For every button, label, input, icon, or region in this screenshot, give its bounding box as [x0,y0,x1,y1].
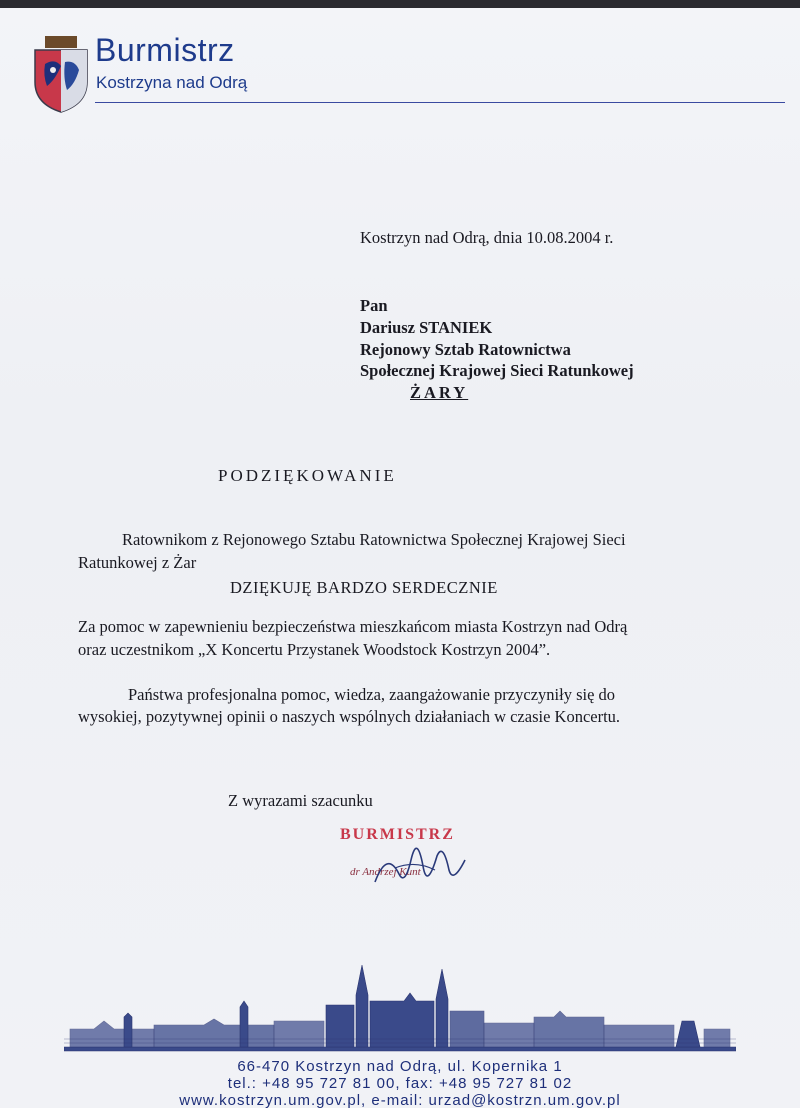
body-paragraph1-line1: Ratownikom z Rejonowego Sztabu Ratownictwa Społecznej Krajowej Sieci [122,530,626,549]
body-paragraph3-line2: wysokiej, pozytywnej opinii o naszych wspólnych działaniach w czasie Koncertu. [78,707,621,726]
addressee-salutation: Pan [360,296,388,315]
footer-phone: tel.: +48 95 727 81 00, fax: +48 95 727 81 02 [227,1075,573,1092]
stamp-title: BURMISTRZ [340,826,455,843]
body-paragraph1-line2: Ratunkowej z Żar [78,553,197,572]
thanks-line: DZIĘKUJĘ BARDZO SERDECZNIE [230,578,498,597]
addressee-org-line2: Społecznej Krajowej Sieci Ratunkowej [360,361,634,380]
addressee-name: Dariusz STANIEK [360,318,493,337]
letter-heading: PODZIĘKOWANIE [218,466,397,485]
body-paragraph3-line1: Państwa profesjonalna pomoc, wiedza, zaangażowanie przyczyniły się do [128,685,616,704]
footer-web-email: www.kostrzyn.um.gov.pl, e-mail: urzad@kostrzn.um.gov.pl [179,1092,621,1108]
body-paragraph2-line2: oraz uczestnikom „X Koncertu Przystanek Woodstock Kostrzyn 2004”. [78,640,551,659]
coat-of-arms-icon [31,36,91,114]
addressee-org-line1: Rejonowy Sztab Ratownictwa [360,340,571,359]
letterhead-subtitle: Kostrzyna nad Odrą [96,73,248,92]
body-paragraph2-line1: Za pomoc w zapewnieniu bezpieczeństwa mieszkańcom miasta Kostrzyn nad Odrą [78,617,628,636]
date-line: Kostrzyn nad Odrą, dnia 10.08.2004 r. [360,228,614,247]
letterhead-title: Burmistrz [95,32,235,68]
closing-line: Z wyrazami szacunku [228,791,373,810]
stamp-name: dr Andrzej Kunt [350,866,421,878]
addressee-city: ŻARY [410,383,469,402]
handwritten-signature [365,830,475,900]
scan-top-edge [0,0,800,8]
letterhead-divider [95,102,785,103]
city-skyline-engraving [64,955,736,1055]
footer-address: 66-470 Kostrzyn nad Odrą, ul. Kopernika 1 [237,1058,563,1075]
